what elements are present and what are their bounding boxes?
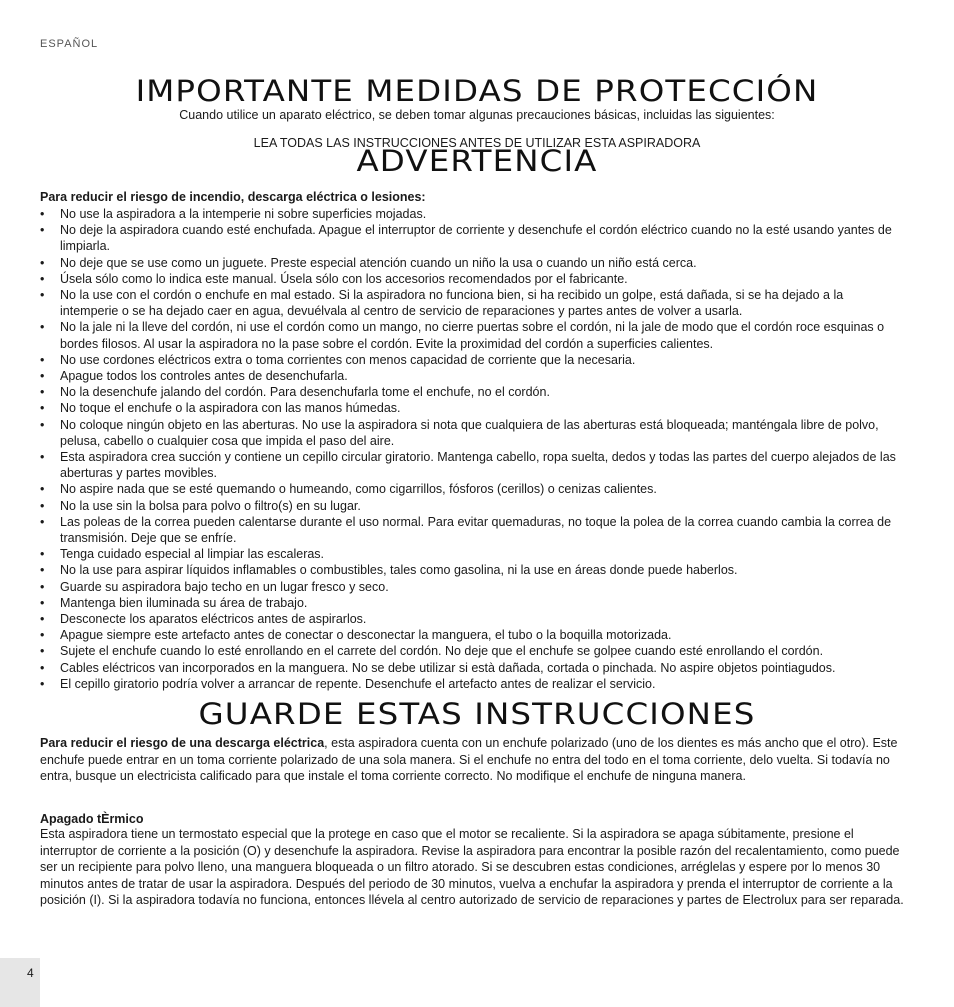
warning-list xyxy=(40,206,904,692)
warning-item xyxy=(40,449,904,481)
thermal-shutoff-paragraph: Esta aspiradora tiene un termostato especial que la protege en caso que el motor se recaliente. Si la aspiradora se apaga súbitamente, presione el interruptor de corriente a la posición (O) y desenchufe la aspiradora. Revise la aspiradora para encontrar la posible razón del recalentamiento, como puede ser un recipiente para polvo lleno, una manguera bloqueada o un filtro atorado. Si se descubren estas condiciones, arréglelas y espere por lo menos 30 minutos antes de tratar de usar la aspiradora. Después del periodo de 30 minutos, vuelva a enchufar la aspiradora y prenda el interruptor de corriente a la posición (I). Si la aspiradora todavía no funciona, entonces llévela al centro autorizado de servicio de reparaciones y partes de Electrolux para ser reparada. xyxy=(40,827,904,907)
warning-item xyxy=(40,514,904,546)
bullet-icon: • xyxy=(40,660,45,675)
bullet-icon: • xyxy=(40,612,45,627)
warning-text: No aspire nada que se esté quemando o humeando, como cigarrillos, fósforos (cerillos) o cenizas calientes. xyxy=(60,482,657,497)
warning-item xyxy=(40,611,904,627)
bullet-icon: • xyxy=(40,401,45,416)
warning-text: Las poleas de la correa pueden calentarse durante el uso normal. Para evitar quemaduras, no toque la polea de la correa cuando cambia la correa de transmisión. Deje que se enfríe. xyxy=(60,514,892,546)
polarized-lead: Para reducir el riesgo de una descarga eléctrica xyxy=(40,736,325,750)
bullet-icon: • xyxy=(40,369,45,384)
bullet-icon: • xyxy=(40,352,45,367)
bullet-icon: • xyxy=(40,223,45,238)
warning-text: Apague siempre este artefacto antes de conectar o desconectar la manguera, el tubo o la boquilla motorizada. xyxy=(60,628,672,643)
warning-item xyxy=(40,368,904,384)
bullet-icon: • xyxy=(40,255,45,270)
bullet-icon: • xyxy=(40,644,45,659)
page-title: IMPORTANTE MEDIDAS DE PROTECCIÓN xyxy=(135,74,819,108)
thermal-shutoff-heading: Apagado tÈrmico xyxy=(40,812,144,826)
polarized-plug-paragraph xyxy=(40,735,904,785)
warning-text: No la jale ni la lleve del cordón, ni use el cordón como un mango, no cierre puertas sobre el cordón, ni la jale de modo que el cordón roce esquinas o bordes filosos. Al usar la aspiradora no la pase sobre el cordón. Evite la proximidad del cordón a superficies calientes. xyxy=(60,320,885,351)
bullet-icon: • xyxy=(40,482,45,497)
bullet-icon: • xyxy=(40,628,45,643)
bullet-icon: • xyxy=(40,563,45,578)
warning-text: Esta aspiradora crea succión y contiene un cepillo circular giratorio. Mantenga cabello, ropa suelta, dedos y todas las partes del cuerpo alejados de las aberturas y partes movibles. xyxy=(60,450,896,481)
warning-item xyxy=(40,206,904,222)
warning-item xyxy=(40,352,904,368)
warning-item xyxy=(40,400,904,416)
warning-text: Tenga cuidado especial al limpiar las escaleras. xyxy=(60,547,325,562)
warning-text: No deje la aspiradora cuando esté enchufada. Apague el interruptor de corriente y desenchufe el cordón eléctrico cuando no la esté usando yantes de limpiarla. xyxy=(60,223,892,254)
warning-item xyxy=(40,676,904,692)
warning-text: No la use para aspirar líquidos inflamables o combustibles, tales como gasolina, ni la use en áreas donde puede haberlos. xyxy=(60,563,738,578)
warning-item xyxy=(40,643,904,659)
page-number-box xyxy=(0,958,40,1007)
warning-item xyxy=(40,660,904,676)
warning-item xyxy=(40,255,904,271)
bullet-icon: • xyxy=(40,320,45,335)
warning-text: Mantenga bien iluminada su área de trabajo. xyxy=(60,595,308,610)
warning-text: Cables eléctricos van incorporados en la manguera. No se debe utilizar si està dañada, cortada o pinchada. No aspire objetos pointiagudos. xyxy=(60,660,836,675)
bullet-icon: • xyxy=(40,271,45,286)
read-all-notice: LEA TODAS LAS INSTRUCCIONES ANTES DE UTILIZAR ESTA ASPIRADORA xyxy=(253,136,701,150)
intro-text: Cuando utilice un aparato eléctrico, se deben tomar algunas precauciones básicas, incluidas las siguientes: xyxy=(179,108,775,122)
warning-item xyxy=(40,562,904,578)
page-number: 4 xyxy=(27,966,34,980)
bullet-icon: • xyxy=(40,385,45,400)
warning-item xyxy=(40,627,904,643)
warning-text: Úsela sólo como lo indica este manual. Úsela sólo con los accesorios recomendados por el fabricante. xyxy=(60,271,628,286)
bullet-icon: • xyxy=(40,514,45,529)
warning-text: No toque el enchufe o la aspiradora con las manos húmedas. xyxy=(60,401,401,416)
warning-text: No coloque ningún objeto en las aberturas. No use la aspiradora si nota que cualquiera de las aberturas está bloqueada; manténgala libre de polvo, pelusa, cabello o cualquier cosa que impida el paso del aire. xyxy=(60,417,879,448)
warning-item xyxy=(40,384,904,400)
save-instructions-heading: GUARDE ESTAS INSTRUCCIONES xyxy=(198,697,756,731)
warning-text: No la use sin la bolsa para polvo o filtro(s) en su lugar. xyxy=(60,498,361,513)
language-label: ESPAÑOL xyxy=(40,38,99,50)
warning-text: No la desenchufe jalando del cordón. Para desenchufarla tome el enchufe, no el cordón. xyxy=(60,385,550,400)
warning-heading: ADVERTENCIA xyxy=(356,144,598,178)
warning-text: No la use con el cordón o enchufe en mal estado. Si la aspiradora no funciona bien, si ha recibido un golpe, está dañada, si se ha dejado a la intemperie o se ha dejado caer en agua, devuélvala al centro de servicio de reparaciones y partes antes de volver a usarla. xyxy=(60,288,844,319)
warning-text: Apague todos los controles antes de desenchufarla. xyxy=(60,369,348,384)
bullet-icon: • xyxy=(40,547,45,562)
warning-item xyxy=(40,481,904,497)
warning-text: El cepillo giratorio podría volver a arrancar de repente. Desenchufe el artefacto antes de realizar el servicio. xyxy=(60,676,656,691)
warning-item xyxy=(40,271,904,287)
bullet-icon: • xyxy=(40,595,45,610)
warning-item xyxy=(40,287,904,319)
warning-text: No use la aspiradora a la intemperie ni sobre superficies mojadas. xyxy=(60,207,427,221)
bullet-icon: • xyxy=(40,207,45,221)
bullet-icon: • xyxy=(40,417,45,432)
warning-lead: Para reducir el riesgo de incendio, descarga eléctrica o lesiones: xyxy=(40,190,426,204)
bullet-icon: • xyxy=(40,498,45,513)
warning-item xyxy=(40,319,904,351)
warning-item xyxy=(40,546,904,562)
warning-item xyxy=(40,222,904,254)
warning-text: Guarde su aspiradora bajo techo en un lugar fresco y seco. xyxy=(60,579,389,594)
bullet-icon: • xyxy=(40,676,45,691)
warning-text: Desconecte los aparatos eléctricos antes de aspirarlos. xyxy=(60,612,367,627)
warning-item xyxy=(40,579,904,595)
warning-text: No deje que se use como un juguete. Preste especial atención cuando un niño la usa o cuando un niño está cerca. xyxy=(60,255,697,270)
warning-item xyxy=(40,595,904,611)
bullet-icon: • xyxy=(40,450,45,465)
polarized-body: , esta aspiradora cuenta con un enchufe polarizado (uno de los dientes es más ancho que el otro). Este enchufe puede entrar en un toma corriente polarizado de una sola manera. Si el enchufe no entra del todo en el toma corriente, delo vuelta. Si todavía no entra, busque un electricista calificado para que instale el toma corriente correcto. No modifique el enchufe de ninguna manera. xyxy=(40,736,898,783)
warning-item xyxy=(40,498,904,514)
bullet-icon: • xyxy=(40,579,45,594)
warning-text: Sujete el enchufe cuando lo esté enrollando en el carrete del cordón. No deje que el enchufe se golpee cuando esté enrollando el cordón. xyxy=(60,644,824,659)
bullet-icon: • xyxy=(40,288,45,303)
warning-item xyxy=(40,417,904,449)
warning-text: No use cordones eléctricos extra o toma corrientes con menos capacidad de corriente que la necesaria. xyxy=(60,352,636,367)
